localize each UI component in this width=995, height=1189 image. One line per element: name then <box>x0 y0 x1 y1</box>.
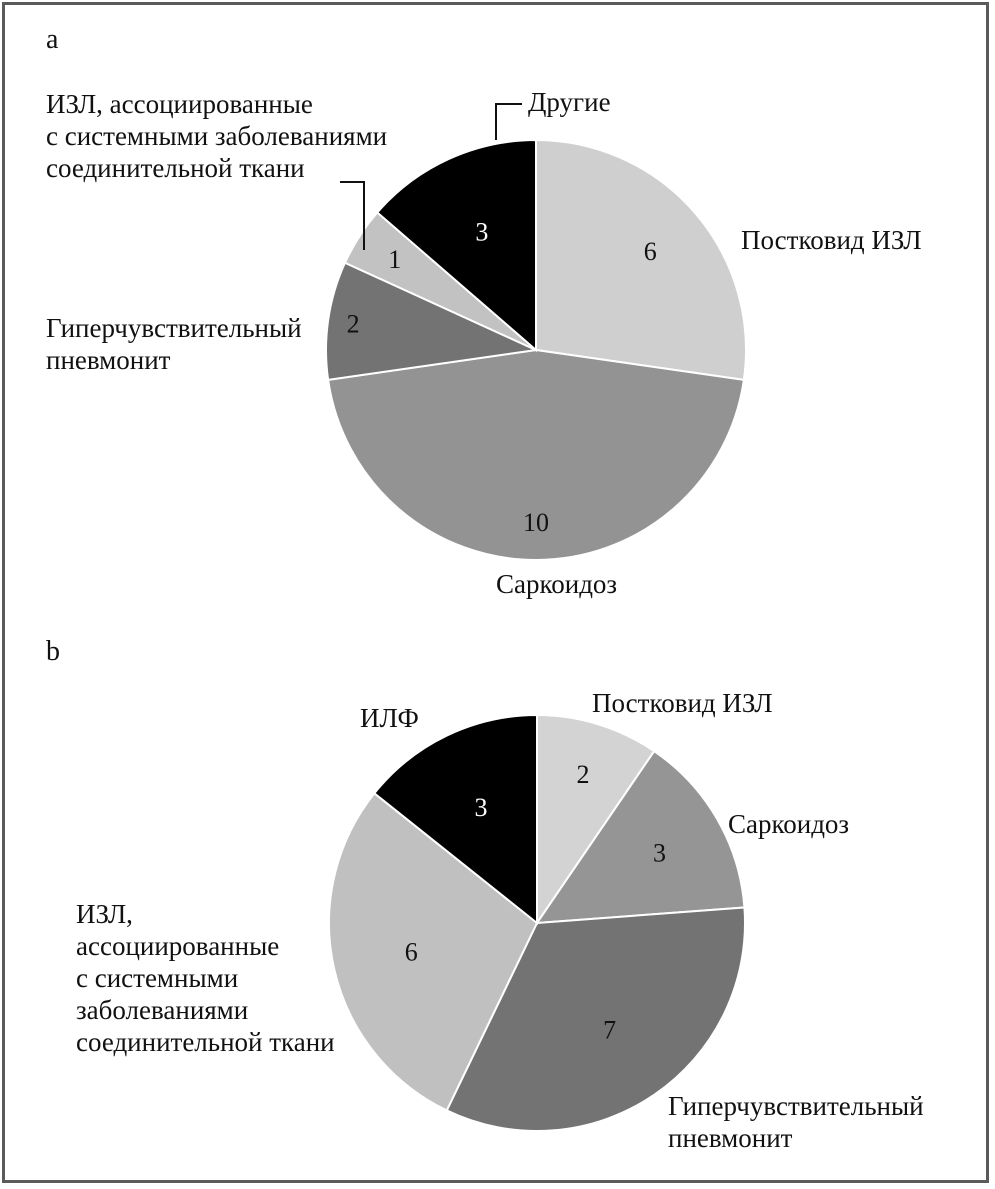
pie-chart-a <box>326 140 746 560</box>
pie-b-value-label-3: 6 <box>404 937 418 967</box>
pie-a-label-ctd-line2: с системными заболеваниями <box>46 121 388 151</box>
pie-b-label-sarcoidosis: Саркоидоз <box>728 809 850 839</box>
pie-a-value-label-2: 2 <box>346 309 360 339</box>
pie-b-label-ctd-line2: ассоциированные <box>76 931 280 961</box>
pie-a-slice-0 <box>536 140 746 380</box>
pie-a-label-ctd-line3: соединительной ткани <box>46 153 305 183</box>
panel-b-letter: b <box>46 636 60 667</box>
pie-b-label-postcovid: Постковид ИЗЛ <box>592 688 773 718</box>
pie-a-value-label-0: 6 <box>643 237 657 266</box>
pie-a-label-postcovid: Постковид ИЗЛ <box>741 225 922 255</box>
pie-a-value-label-4: 3 <box>475 217 489 247</box>
pie-b-label-ctd-line1: ИЗЛ, <box>76 899 133 929</box>
pie-b-label-ctd-line4: заболеваниями <box>76 995 249 1025</box>
pie-a-value-label-3: 1 <box>388 245 402 275</box>
pie-b-value-label-0: 2 <box>576 759 590 789</box>
panel-a-letter: a <box>46 24 59 55</box>
pie-a-leader-other <box>496 104 522 140</box>
pie-b-value-label-4: 3 <box>474 792 488 822</box>
pie-a-label-other: Другие <box>528 87 611 117</box>
pie-chart-b <box>329 715 745 1131</box>
pie-a-label-sarcoidosis: Саркоидоз <box>496 569 618 599</box>
pie-b-value-label-2: 7 <box>603 1015 617 1045</box>
pie-a-label-hp-line1: Гиперчувствительный <box>46 313 302 343</box>
pie-b-label-hp-line1: Гиперчувствительный <box>668 1091 924 1121</box>
pie-b-label-ctd-line5: соединительной ткани <box>76 1027 335 1057</box>
pie-b-label-ilf: ИЛФ <box>360 703 419 733</box>
pie-b-label-ctd-line3: с системными <box>76 963 239 993</box>
pie-a-label-hp-line2: пневмонит <box>46 345 171 375</box>
pie-a-label-ctd-line1: ИЗЛ, ассоциированные <box>46 89 313 119</box>
pie-b-label-hp-line2: пневмонит <box>668 1123 793 1153</box>
pie-a-value-label-1: 10 <box>523 508 549 538</box>
pie-b-value-label-1: 3 <box>653 838 666 868</box>
